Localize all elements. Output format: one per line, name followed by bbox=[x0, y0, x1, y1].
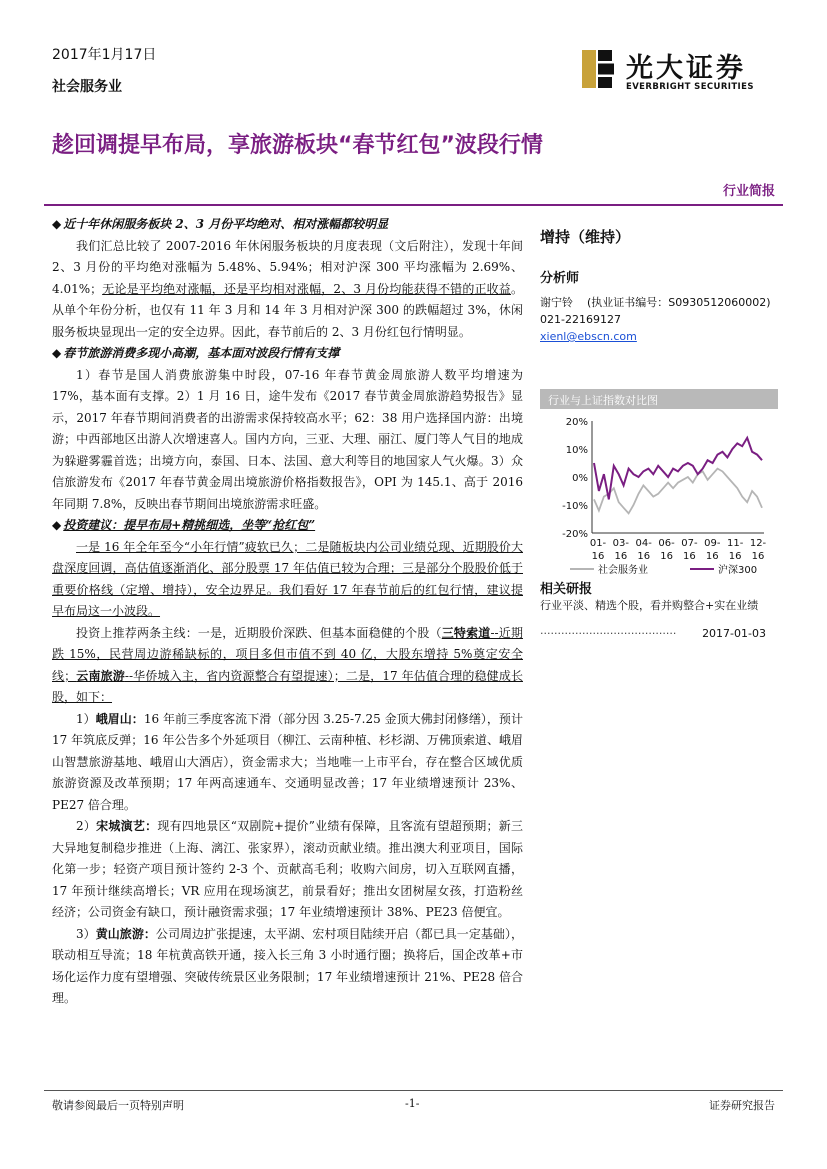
related-research-heading: 相关研报 bbox=[540, 582, 593, 597]
analyst-info bbox=[540, 294, 778, 345]
x-tick-label: 07- bbox=[681, 538, 698, 549]
analyst-heading: 分析师 bbox=[540, 271, 580, 286]
diamond-bullet-icon: ◆ bbox=[52, 217, 62, 231]
analyst-email-link[interactable]: xienl@ebscn.com bbox=[540, 330, 637, 343]
section-paragraph-4: 投资上推荐两条主线：一是，近期股价深跌、但基本面稳健的个股（三特索道--近期跌 15%，民营周边游稀缺标的，项目多但市值不到 40 亿，大股东增持 5%奠定安全线；云南旅游--华侨城入主，省内资源整合有望提速）；二是，17 年估值合理的稳健成长股，如下： bbox=[52, 625, 523, 704]
logo-chinese-name: 光大证券 bbox=[626, 53, 746, 84]
section-paragraph-2: 1）春节是国人消费旅游集中时段，07-16 年春节黄金周旅游人数平均增速为 17%，基本面有支撑。2）1 月 16 日，途牛发布《2017 春节黄金周旅游趋势报告》显示，2017 年春节期间消费者的出游需求保持较高水平；62：38 用户选择国内游：出境游；中西部地区出游人次增速喜人。国内方向，三亚、大理、丽江、厦门等人气目的地成为躲避雾霾首选；出境方向，泰国、日本、法国、意大利等目的地国家人气火爆。3）众信旅游发布《2017 年春节黄金周出境旅游价格指数报告》，OPI 为 145.1、高于 2016 年同期 7.8%，反映出春节期间出境旅游需求旺盛。 bbox=[52, 367, 523, 511]
footer-divider bbox=[44, 1090, 783, 1091]
related-research-link[interactable]: 行业平淡、精选个股，看并购整合+实在业绩 bbox=[540, 599, 759, 612]
series-line-2 bbox=[594, 438, 762, 500]
analyst-name: 谢宁铃 bbox=[540, 296, 573, 309]
chart-title: 行业与上证指数对比图 bbox=[540, 389, 778, 409]
page-number: -1- bbox=[405, 1097, 420, 1110]
sidebar bbox=[540, 226, 778, 345]
company-logo bbox=[578, 46, 778, 96]
section-heading-3: ◆ 投资建议：提早布局+精挑细选，坐等“抢红包” bbox=[52, 518, 316, 532]
report-type: 行业简报 bbox=[722, 184, 775, 199]
x-tick-label: 11- bbox=[726, 538, 744, 549]
sector-label: 社会服务业 bbox=[52, 79, 122, 95]
footer-disclaimer: 敬请参阅最后一页特别声明 bbox=[52, 1099, 184, 1112]
comparison-chart bbox=[540, 389, 778, 583]
section-heading-2: ◆ 春节旅游消费多现小高潮，基本面对波段行情有支撑 bbox=[52, 346, 340, 360]
y-tick-label: -10% bbox=[562, 501, 588, 512]
x-tick-label: 06- bbox=[658, 538, 675, 549]
report-title: 趁回调提早布局，享旅游板块“春节红包”波段行情 bbox=[52, 133, 543, 158]
diamond-bullet-icon: ◆ bbox=[52, 518, 62, 532]
section-paragraph-3: 一是 16 年全年至今“小年行情”疲软已久；二是随板块内公司业绩兑现、近期股价大盘深度回调，高估值逐渐消化、部分股票 17 年估值已较为合理；三是部分个股股价低于重要价格线（定增、增持），安全边界足。我们看好 17 年春节前后的红包行情，建议提早布局这一小波段。 bbox=[52, 539, 523, 618]
x-tick-label: 04- bbox=[635, 538, 652, 549]
related-research-date-row bbox=[540, 627, 766, 640]
analyst-phone: 021-22169127 bbox=[540, 313, 621, 326]
rating-label: 增持（维持） bbox=[540, 228, 631, 246]
main-content bbox=[52, 214, 523, 1010]
x-tick-label: 16 bbox=[591, 551, 605, 562]
x-tick-label: 16 bbox=[705, 551, 719, 562]
report-date: 2017年1月17日 bbox=[52, 47, 157, 63]
y-tick-label: 20% bbox=[565, 417, 588, 428]
leader-dots: ······································· bbox=[540, 627, 677, 640]
header-divider bbox=[44, 204, 783, 206]
x-tick-label: 16 bbox=[660, 551, 673, 562]
legend-label-2: 沪深300 bbox=[718, 565, 758, 576]
y-tick-label: -20% bbox=[562, 529, 588, 540]
stock-item-1: 1）峨眉山：16 年前三季度客流下滑（部分因 3.25-7.25 金顶大佛封闭修缮），预计 17 年筑底反弹；16 年公告多个外延项目（柳江、云南种植、杉杉湖、万佛顶索道、峨眉山智慧旅游基地、峨眉山大酒店），资金需求大；当地唯一上市平台，存在整合区域优质旅游资源及改革预期；17 年两高速通车、交通明显改善；17 年业绩增速预计 23%、PE27 倍合理。 bbox=[52, 711, 523, 812]
x-tick-label: 16 bbox=[637, 551, 651, 562]
x-tick-label: 16 bbox=[614, 551, 628, 562]
legend-label-1: 社会服务业 bbox=[598, 565, 648, 576]
x-tick-label: 16 bbox=[751, 551, 765, 562]
analyst-cert: (执业证书编号：S0930512060002) bbox=[587, 296, 771, 309]
footer-report-label: 证券研究报告 bbox=[709, 1099, 775, 1112]
x-tick-label: 03- bbox=[612, 538, 630, 549]
section-paragraph-1: 我们汇总比较了 2007-2016 年休闲服务板块的月度表现（文后附注），发现十年间 2、3 月份的平均绝对涨幅为 5.48%、5.94%；相对沪深 300 平均涨幅为 2.69%、4.01%；无论是平均绝对涨幅，还是平均相对涨幅，2、3 月份均能获得不错的正收益。从单个年份分析，也仅有 11 年 3 月和 14 年 3 月相对沪深 300 的跌幅超过 3%，休闲服务板块显现出一定的安全边界。因此，春节前后的 2、3 月份红包行情明显。 bbox=[52, 238, 523, 339]
stock-item-2: 2）宋城演艺：现有四地景区“双剧院+提价”业绩有保障，且客流有望超预期；新三大异地复制稳步推进（上海、漓江、张家界），滚动贡献业绩。推出澳大利亚项目，国际化第一步；轻资产项目预计签约 2-3 个、贡献高毛利；收购六间房，切入互联网直播，17 年预计继续高增长；VR 应用在现场演艺，前景看好；推出女团树屋女孩，打造粉丝经济；公司资金有缺口，预计融资需求强；17 年业绩增速预计 38%、PE23 倍便宜。 bbox=[52, 819, 523, 919]
x-tick-label: 01- bbox=[589, 538, 607, 549]
chart-plot bbox=[540, 413, 778, 583]
related-research-date: 2017-01-03 bbox=[702, 627, 766, 640]
x-tick-label: 12- bbox=[749, 538, 767, 549]
diamond-bullet-icon: ◆ bbox=[52, 346, 62, 360]
x-tick-label: 16 bbox=[683, 551, 696, 562]
x-tick-label: 16 bbox=[728, 551, 742, 562]
logo-english-name: EVERBRIGHT SECURITIES bbox=[626, 82, 754, 92]
logo-mark-icon bbox=[578, 46, 618, 92]
x-tick-label: 09- bbox=[704, 538, 721, 549]
section-heading-1: ◆ 近十年休闲服务板块 2、3 月份平均绝对、相对涨幅都较明显 bbox=[52, 217, 389, 231]
y-tick-label: 10% bbox=[565, 445, 588, 456]
stock-item-3: 3）黄山旅游：公司周边扩张提速，太平湖、宏村项目陆续开启（都已具一定基础），联动相互导流；18 年杭黄高铁开通，接入长三角 3 小时通行圈；换将后，国企改革+市场化运作力度有望增强、突破传统景区业务限制；17 年业绩增速预计 21%、PE28 倍合理。 bbox=[52, 926, 523, 1005]
y-tick-label: 0% bbox=[572, 473, 588, 484]
